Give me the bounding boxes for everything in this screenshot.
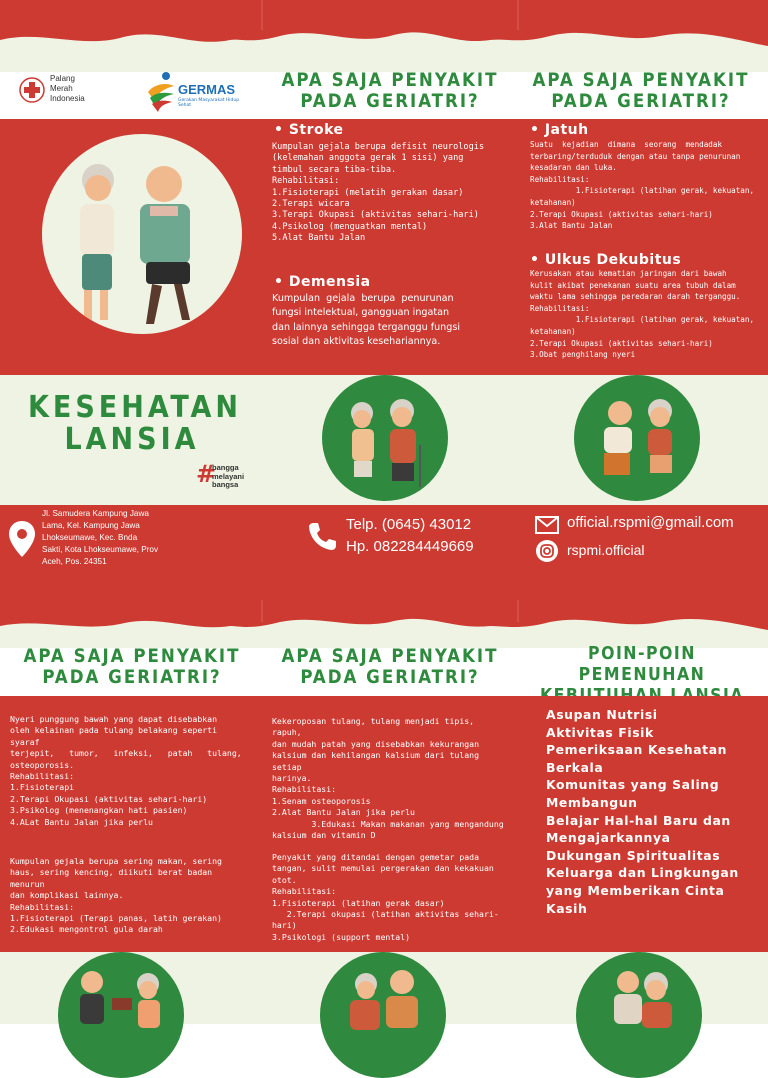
pmi-cross-icon	[18, 76, 46, 104]
ulkus-heading: • Ulkus Dekubitus	[530, 252, 682, 268]
phone-1[interactable]: Telp. (0645) 43012	[346, 516, 472, 533]
needs-list	[546, 706, 760, 917]
elderly-walking-illustration	[42, 134, 242, 334]
germas-figure-icon	[144, 70, 178, 112]
elderly-cane-illustration	[322, 375, 448, 501]
pmi-line3: Indonesia	[50, 94, 85, 103]
title-bottom-left: APA SAJA PENYAKIT PADA GERIATRI?	[23, 646, 241, 688]
jatuh-body: Suatu kejadian dimana seorang mendadak terbaring/terduduk dengan atau tanpa penurunan kesadaran dan luka. Rehabilitasi: 1.Fisioterapi (latihan gerak, kekuatan, ketahanan) 2.Terapi Okupasi (aktivitas sehari-hari) 3.Alat Bantu Jalan	[530, 140, 755, 231]
list-item: Dukungan Spiritualitas	[546, 847, 721, 863]
bangga-logo	[196, 462, 266, 490]
brand-title	[28, 390, 242, 457]
phone-2[interactable]: Hp. 082284449669	[346, 538, 474, 555]
stroke-heading: • Stroke	[274, 122, 344, 138]
brand-line1: KESEHATAN	[28, 390, 242, 425]
ulkus-body: Kerusakan atau kematian jaringan dari bawah kulit akibat penekanan suatu area tubuh dalam waktu lama sehingga peredaran darah terganggu. Rehabilitasi: 1.Fisioterapi (latihan gerak, kekuatan, ketahanan) 2.Terapi Okupasi (aktivitas sehari-hari) 3.Obat penghilang nyeri	[530, 269, 755, 360]
list-item: yang Memberikan Cinta Kasih	[546, 882, 725, 916]
osteoporosis-body: Kekeroposan tulang, tulang menjadi tipis, rapuh, dan mudah patah yang disebabkan kekurangan kalsium dan kehilangan kalsium dari tulang setiap harinya. Rehabilitasi: 1.Senam osteoporosis 2.Alat Bantu Jalan jika perlu 3.Edukasi Makan makanan yang mengandung kalsium dan vitamin D	[272, 716, 504, 841]
title-bottom-right: POIN-POIN PEMENUHAN	[578, 644, 706, 685]
list-item: Belajar Hal-hal Baru dan	[546, 812, 731, 828]
list-item: Komunitas yang Saling	[546, 777, 720, 793]
low-back-pain-body: Nyeri punggung bawah yang dapat disebabkan oleh kelainan pada tulang belakang seperti syaraf terjepit, tumor, infeksi, patah tulang, osteoporosis. Rehabilitasi: 1.Fisioterapi 2.Terapi Okupasi (aktivitas sehari-hari) 3.Psikolog (menenangkan hati pasien) 4.ALat Bantu Jalan jika perlu	[10, 714, 242, 827]
list-item: Mengajarkannya	[546, 830, 671, 846]
list-item: Berkala	[546, 759, 604, 775]
phone-icon	[306, 520, 338, 552]
brand-line2: LANSIA	[64, 422, 200, 457]
instagram-icon	[535, 539, 559, 563]
top-wave	[0, 0, 768, 72]
diabetes-body: Kumpulan gejala berupa sering makan, sering haus, sering kencing, diikuti berat badan menurun dan komplikasi lainnya. Rehabilitasi: 1.Fisioterapi (Terapi panas, latih gerakan) 2.Edukasi mengontrol gula darah	[10, 856, 222, 935]
list-item: Aktivitas Fisik	[546, 724, 654, 740]
address-text: Jl. Samudera Kampung Jawa Lama, Kel. Kampung Jawa Lhokseumawe, Kec. Bnda Sakti, Kota Lhokseumawe, Prov Aceh, Pos. 24351	[42, 509, 159, 566]
email-text[interactable]: official.rspmi@gmail.com	[567, 514, 734, 531]
pmi-line2: Merah	[50, 84, 73, 93]
bangga-1: bangga	[212, 463, 239, 472]
elderly-reading-illustration	[576, 952, 702, 1078]
elderly-exercise-illustration	[574, 375, 700, 501]
list-item: Membangun	[546, 794, 638, 810]
germas-subtext: Gerakan Masyarakat Hidup Sehat	[178, 98, 240, 108]
pmi-logo	[18, 74, 98, 106]
email-icon	[535, 516, 559, 534]
germas-logo	[144, 70, 244, 114]
germas-text: GERMAS	[178, 82, 236, 97]
elderly-hug-illustration	[320, 952, 446, 1078]
location-pin-icon	[8, 520, 36, 558]
parkinson-body: Penyakit yang ditandai dengan gemetar pada tangan, sulit memulai pergerakan dan kekakuan otot. Rehabilitasi: 1.Fisioterapi (latihan gerak dasar) 2.Terapi okupasi (latihan aktivitas sehari-hari) 3.Psikologi (support mental)	[272, 852, 499, 942]
elderly-couple-illustration	[58, 952, 184, 1078]
list-item: Keluarga dan Lingkungan	[546, 865, 739, 881]
jatuh-heading: • Jatuh	[530, 122, 589, 138]
list-item: Asupan Nutrisi	[546, 707, 658, 722]
title-top-right: APA SAJA PENYAKIT PADA GERIATRI?	[532, 70, 750, 112]
stroke-body: Kumpulan gejala berupa defisit neurologis (kelemahan anggota gerak 1 sisi) yang timbul secara tiba-tiba. Rehabilitasi: 1.Fisioterapi (melatih gerakan dasar) 2.Terapi wicara 3.Terapi Okupasi (aktivitas sehari-hari) 4.Psikolog (menguatkan mental) 5.Alat Bantu Jalan	[272, 142, 485, 244]
demensia-body: Kumpulan gejala berupa penurunan fungsi intelektual, gangguan ingatan dan lainnya sehingga terganggu fungsi sosial dan aktivitas kesehariannya.	[272, 293, 461, 347]
title-top-mid: APA SAJA PENYAKIT PADA GERIATRI?	[281, 70, 499, 112]
bangga-2: melayani	[212, 471, 245, 481]
bangga-3: bangsa	[212, 480, 239, 489]
demensia-heading: • Demensia	[274, 274, 371, 290]
pmi-line1: Palang	[50, 74, 75, 83]
list-item: Pemeriksaan Kesehatan	[546, 742, 728, 758]
instagram-text[interactable]: rspmi.official	[567, 542, 645, 558]
hash-icon: #	[196, 460, 217, 488]
bottom-wave	[0, 600, 768, 648]
title-bottom-mid: APA SAJA PENYAKIT PADA GERIATRI?	[281, 646, 499, 688]
